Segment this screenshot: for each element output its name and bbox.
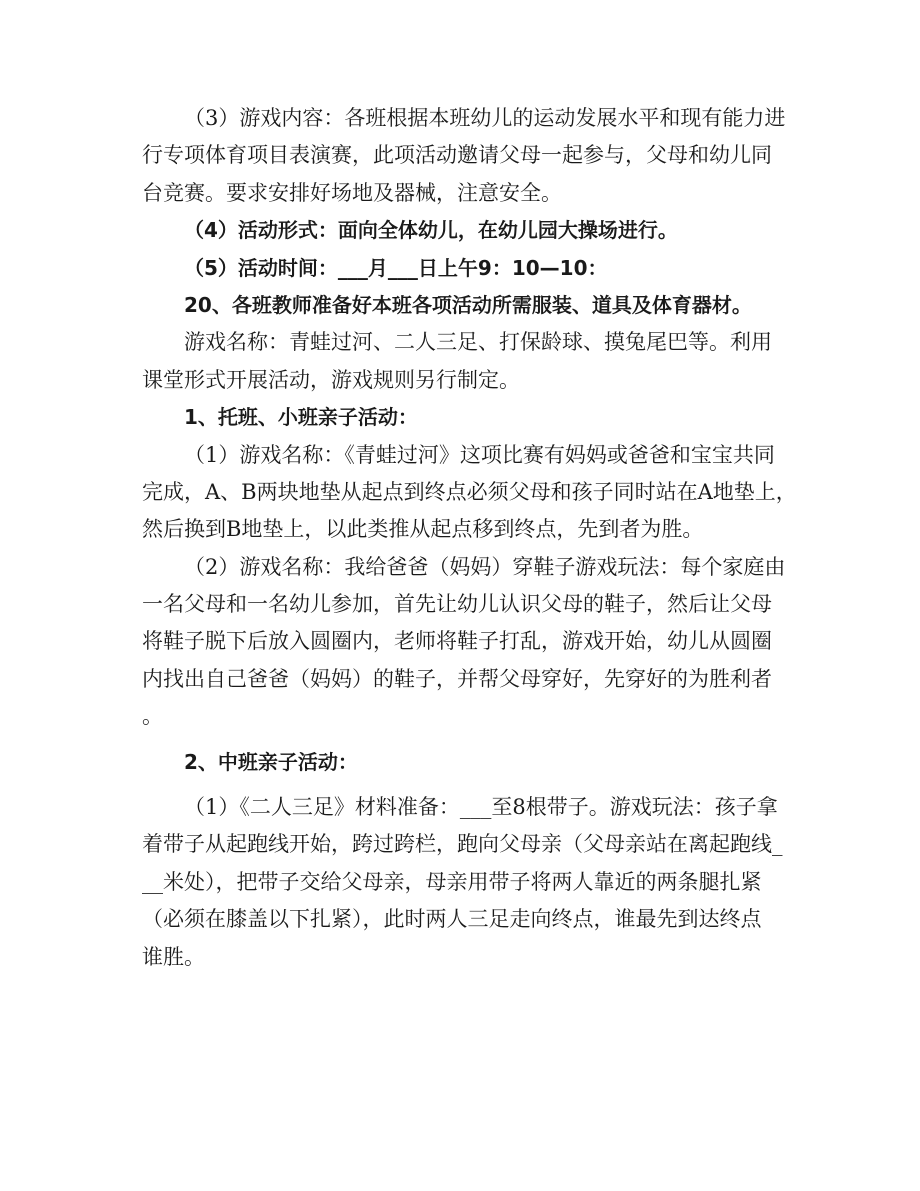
spacer bbox=[142, 736, 782, 744]
text-line: （1）《二人三足》材料准备：___至8根带子。游戏玩法：孩子拿 bbox=[184, 795, 778, 820]
paragraph-teacher-prep: 20、各班教师准备好本班各项活动所需服装、道具及体育器材。 bbox=[184, 292, 752, 317]
text-line: __米处），把带子交给父母亲，母亲用带子将两人靠近的两条腿扎紧 bbox=[142, 869, 762, 894]
text-line: 完成，A、B两块地垫从起点到终点必须父母和孩子同时站在A地垫上， bbox=[142, 479, 797, 504]
paragraph-frog-game bbox=[142, 437, 797, 549]
text-line: 着带子从起跑线开始，跨过跨栏，跑向父母亲（父母亲站在离起跑线_ bbox=[142, 832, 783, 857]
text-line: 游戏名称：青蛙过河、二人三足、打保龄球、摸兔尾巴等。利用 bbox=[184, 330, 772, 355]
text-line: 谁胜。 bbox=[142, 944, 205, 969]
text-line: （1）游戏名称：《青蛙过河》这项比赛有妈妈或爸爸和宝宝共同 bbox=[184, 442, 775, 467]
text-line: 课堂形式开展活动，游戏规则另行制定。 bbox=[142, 367, 520, 392]
heading-middle-class-activities: 2、中班亲子活动： bbox=[184, 749, 358, 774]
text-line: 台竞赛。要求安排好场地及器械，注意安全。 bbox=[142, 180, 562, 205]
paragraph-three-legged-game bbox=[142, 789, 782, 976]
text-line: 将鞋子脱下后放入圆圈内，老师将鞋子打乱，游戏开始，幼儿从圆圈 bbox=[142, 629, 772, 654]
text-line: 一名父母和一名幼儿参加，首先让幼儿认识父母的鞋子，然后让父母 bbox=[142, 592, 772, 617]
text-line: 内找出自己爸爸（妈妈）的鞋子，并帮父母穿好，先穿好的为胜利者 bbox=[142, 666, 772, 691]
paragraph-game-names bbox=[142, 324, 782, 399]
text-line: （2）游戏名称：我给爸爸（妈妈）穿鞋子游戏玩法：每个家庭由 bbox=[184, 554, 786, 579]
paragraph-activity-time: （5）活动时间：___月___日上午9：10—10： bbox=[184, 255, 608, 280]
document-page bbox=[142, 100, 797, 976]
paragraph-activity-form: （4）活动形式：面向全体幼儿，在幼儿园大操场进行。 bbox=[184, 218, 678, 243]
heading-toddler-activities: 1、托班、小班亲子活动： bbox=[184, 405, 418, 430]
text-line: 行专项体育项目表演赛，此项活动邀请父母一起参与，父母和幼儿同 bbox=[142, 143, 772, 168]
paragraph-shoe-game bbox=[142, 549, 786, 736]
paragraph-game-content bbox=[142, 100, 786, 212]
text-line: 然后换到B地垫上，以此类推从起点移到终点，先到者为胜。 bbox=[142, 517, 704, 542]
text-line: （3）游戏内容：各班根据本班幼儿的运动发展水平和现有能力进 bbox=[184, 106, 786, 130]
spacer bbox=[142, 781, 782, 789]
text-line: （必须在膝盖以下扎紧），此时两人三足走向终点，谁最先到达终点 bbox=[142, 907, 762, 932]
text-line: 。 bbox=[142, 704, 163, 729]
